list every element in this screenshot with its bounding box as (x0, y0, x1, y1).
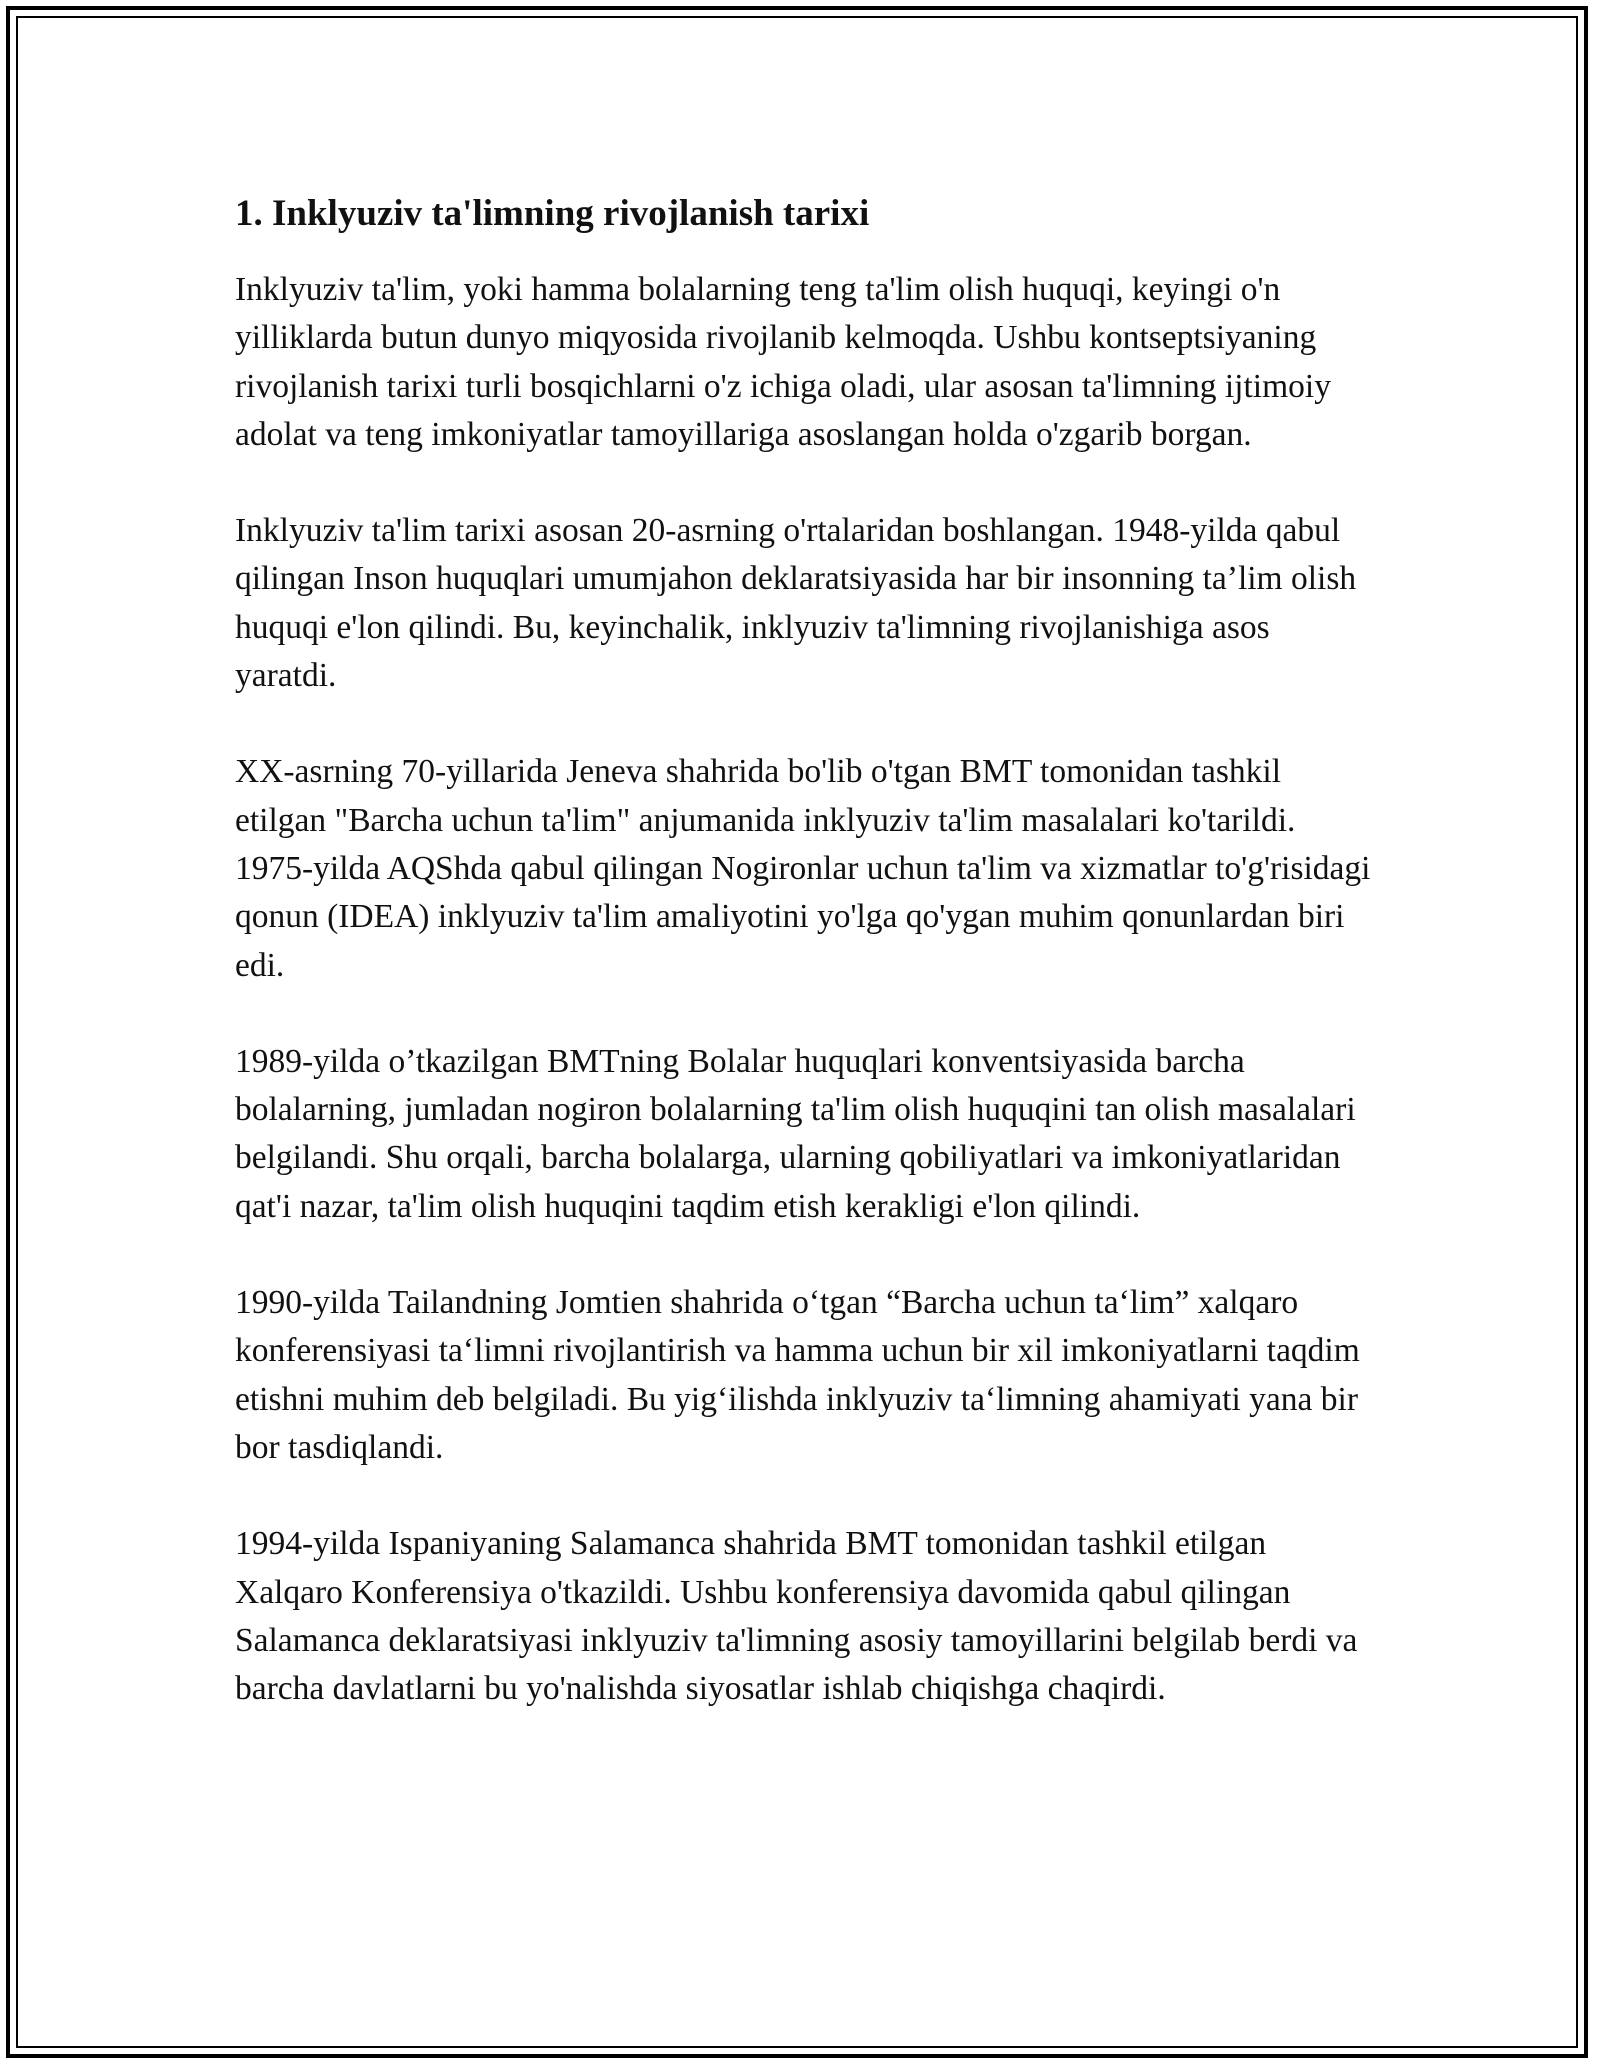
paragraph-6: 1994-yilda Ispaniyaning Salamanca shahrida BMT tomonidan tashkil etilgan Xalqaro Konferensiya o'tkazildi. Ushbu konferensiya davomida qabul qilingan Salamanca deklaratsiyasi inklyuziv ta'limning asosiy tamoyillarini belgilab berdi va barcha davlatlarni bu yo'nalishda siyosatlar ishlab chiqishga chaqirdi. (235, 1525, 1358, 1708)
paragraph-5: 1990-yilda Tailandning Jomtien shahrida o‘tgan “Barcha uchun ta‘lim” xalqaro konferensiyasi ta‘limni rivojlantirish va hamma uchun bir xil imkoniyatlarni taqdim etishni muhim deb belgiladi. Bu yig‘ilishda inklyuziv ta‘limning ahamiyati yana bir bor tasdiqlandi. (235, 1284, 1360, 1466)
section-heading: 1. Inklyuziv ta'limning rivojlanish tarixi (235, 193, 870, 234)
paragraph-2: Inklyuziv ta'lim tarixi asosan 20-asrning o'rtalaridan boshlangan. 1948-yilda qabul qilingan Inson huquqlari umumjahon deklaratsiyasida har bir insonning ta’lim olish huquqi e'lon qilindi. Bu, keyinchalik, inklyuziv ta'limning rivojlanishiga asos yaratdi. (235, 512, 1357, 695)
paragraph-3: XX-asrning 70-yillarida Jeneva shahrida bo'lib o'tgan BMT tomonidan tashkil etilgan "Barcha uchun ta'lim" anjumanida inklyuziv ta'lim masalalari ko'tarildi. 1975-yilda AQShda qabul qilingan Nogironlar uchun ta'lim va xizmatlar to'g'risidagi qonun (IDEA) inklyuziv ta'lim amaliyotini yo'lga qo'ygan muhim qonunlardan biri edi. (235, 753, 1371, 984)
paragraph-4: 1989-yilda o’tkazilgan BMTning Bolalar huquqlari konventsiyasida barcha bolalarning, jumladan nogiron bolalarning ta'lim olish huquqini tan olish masalalari belgilandi. Shu orqali, barcha bolalarga, ularning qobiliyatlari va imkoniyatlaridan qat'i nazar, ta'lim olish huquqini taqdim etish kerakligi e'lon qilindi. (235, 1042, 1356, 1225)
paragraph-1: Inklyuziv ta'lim, yoki hamma bolalarning teng ta'lim olish huquqi, keyingi o'n yilliklarda butun dunyo miqyosida rivojlanib kelmoqda. Ushbu kontseptsiyaning rivojlanish tarixi turli bosqichlarni o'z ichiga oladi, ular asosan ta'limning ijtimoiy adolat va teng imkoniyatlar tamoyillariga asoslangan holda o'zgarib borgan. (235, 271, 1331, 453)
document-body (235, 188, 1375, 1761)
